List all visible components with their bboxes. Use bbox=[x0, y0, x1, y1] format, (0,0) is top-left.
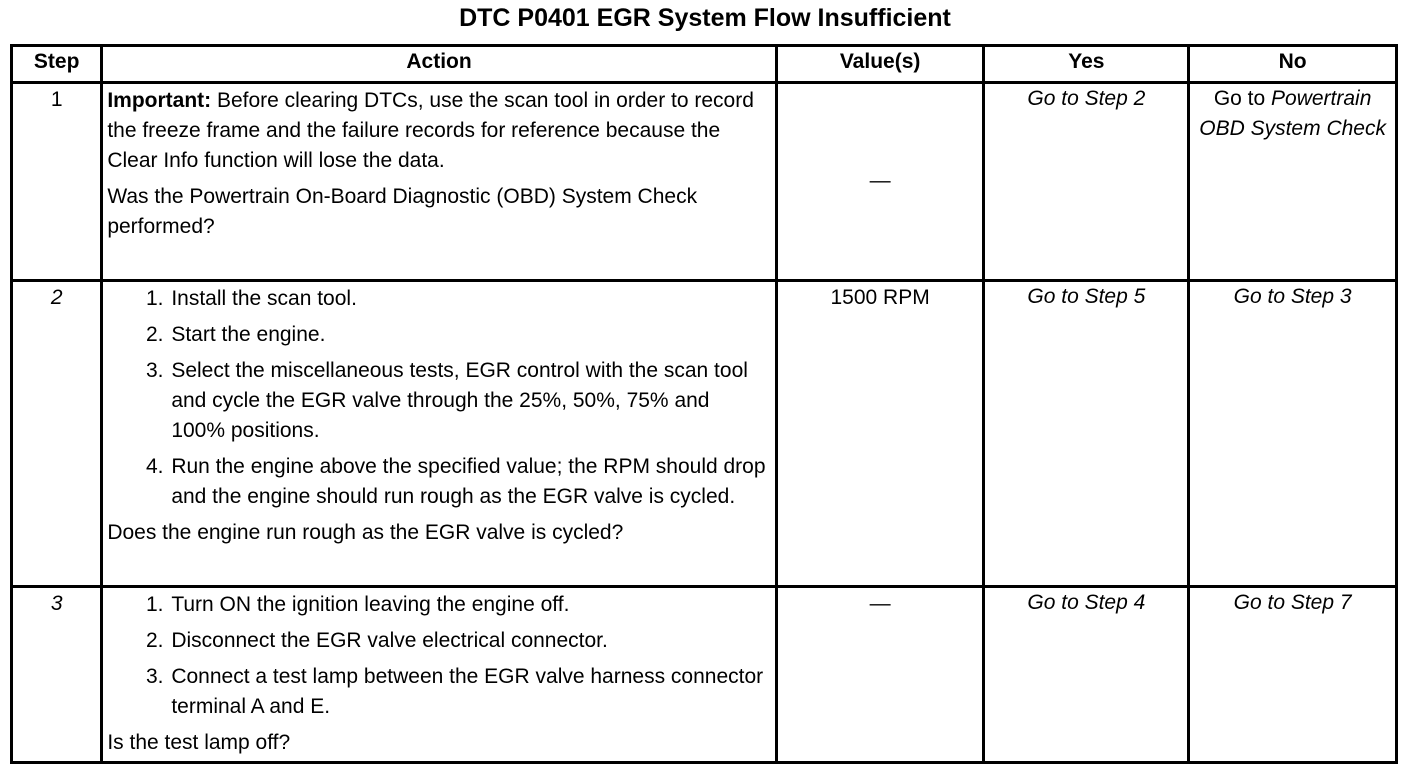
procedure-item: 3. Connect a test lamp between the EGR valve harness connector terminal A and E. bbox=[169, 662, 768, 722]
no-cell bbox=[1189, 587, 1397, 763]
yes-link[interactable]: Go to Step 5 bbox=[1027, 285, 1146, 308]
header-yes: Yes bbox=[984, 46, 1189, 83]
step-number: 2 bbox=[12, 281, 102, 587]
value-text: — bbox=[869, 169, 891, 192]
action-cell bbox=[102, 281, 776, 587]
step-question: Was the Powertrain On-Board Diagnostic (OBD) System Check performed? bbox=[107, 185, 698, 238]
procedure-list bbox=[107, 590, 768, 722]
value-cell bbox=[776, 83, 984, 281]
action-cell bbox=[102, 83, 776, 281]
step-number: 3 bbox=[12, 587, 102, 763]
yes-cell bbox=[984, 281, 1189, 587]
header-step: Step bbox=[12, 46, 102, 83]
yes-cell bbox=[984, 83, 1189, 281]
important-label: Important: bbox=[107, 89, 212, 112]
important-text: Before clearing DTCs, use the scan tool in order to record the freeze frame and the failure records for reference because the Clear Info function will lose the data. bbox=[107, 89, 754, 172]
no-cell bbox=[1189, 83, 1397, 281]
procedure-item: 1. Install the scan tool. bbox=[169, 284, 768, 314]
step-number: 1 bbox=[12, 83, 102, 281]
no-cell bbox=[1189, 281, 1397, 587]
header-action: Action bbox=[102, 46, 776, 83]
procedure-list bbox=[107, 284, 768, 512]
table-row bbox=[12, 587, 1397, 763]
no-link[interactable]: Go to Step 3 bbox=[1233, 285, 1352, 308]
step-question: Does the engine run rough as the EGR valve is cycled? bbox=[107, 521, 624, 544]
yes-link[interactable]: Go to Step 2 bbox=[1027, 87, 1146, 110]
no-prefix: Go to bbox=[1213, 87, 1272, 110]
value-text: — bbox=[869, 592, 891, 615]
document-title: DTC P0401 EGR System Flow Insufficient bbox=[459, 4, 951, 32]
header-no: No bbox=[1189, 46, 1397, 83]
value-cell bbox=[776, 281, 984, 587]
no-link[interactable]: Powertrain OBD System Check bbox=[1199, 87, 1386, 140]
procedure-item: 3. Select the miscellaneous tests, EGR control with the scan tool and cycle the EGR valve through the 25%, 50%, 75% and 100% positions. bbox=[169, 356, 768, 446]
procedure-item: 2. Start the engine. bbox=[169, 320, 768, 350]
table-row bbox=[12, 281, 1397, 587]
action-cell bbox=[102, 587, 776, 763]
procedure-item: 4. Run the engine above the specified value; the RPM should drop and the engine should run rough as the EGR valve is cycled. bbox=[169, 452, 768, 512]
step-question: Is the test lamp off? bbox=[107, 731, 291, 754]
header-values: Value(s) bbox=[776, 46, 984, 83]
value-cell bbox=[776, 587, 984, 763]
value-text: 1500 RPM bbox=[830, 286, 930, 309]
yes-link[interactable]: Go to Step 4 bbox=[1027, 591, 1146, 614]
table-header-row bbox=[12, 46, 1397, 83]
procedure-item: 2. Disconnect the EGR valve electrical connector. bbox=[169, 626, 768, 656]
no-link[interactable]: Go to Step 7 bbox=[1233, 591, 1352, 614]
important-note bbox=[107, 86, 768, 176]
procedure-item: 1. Turn ON the ignition leaving the engine off. bbox=[169, 590, 768, 620]
table-row bbox=[12, 83, 1397, 281]
diagnostic-table bbox=[10, 44, 1398, 764]
yes-cell bbox=[984, 587, 1189, 763]
